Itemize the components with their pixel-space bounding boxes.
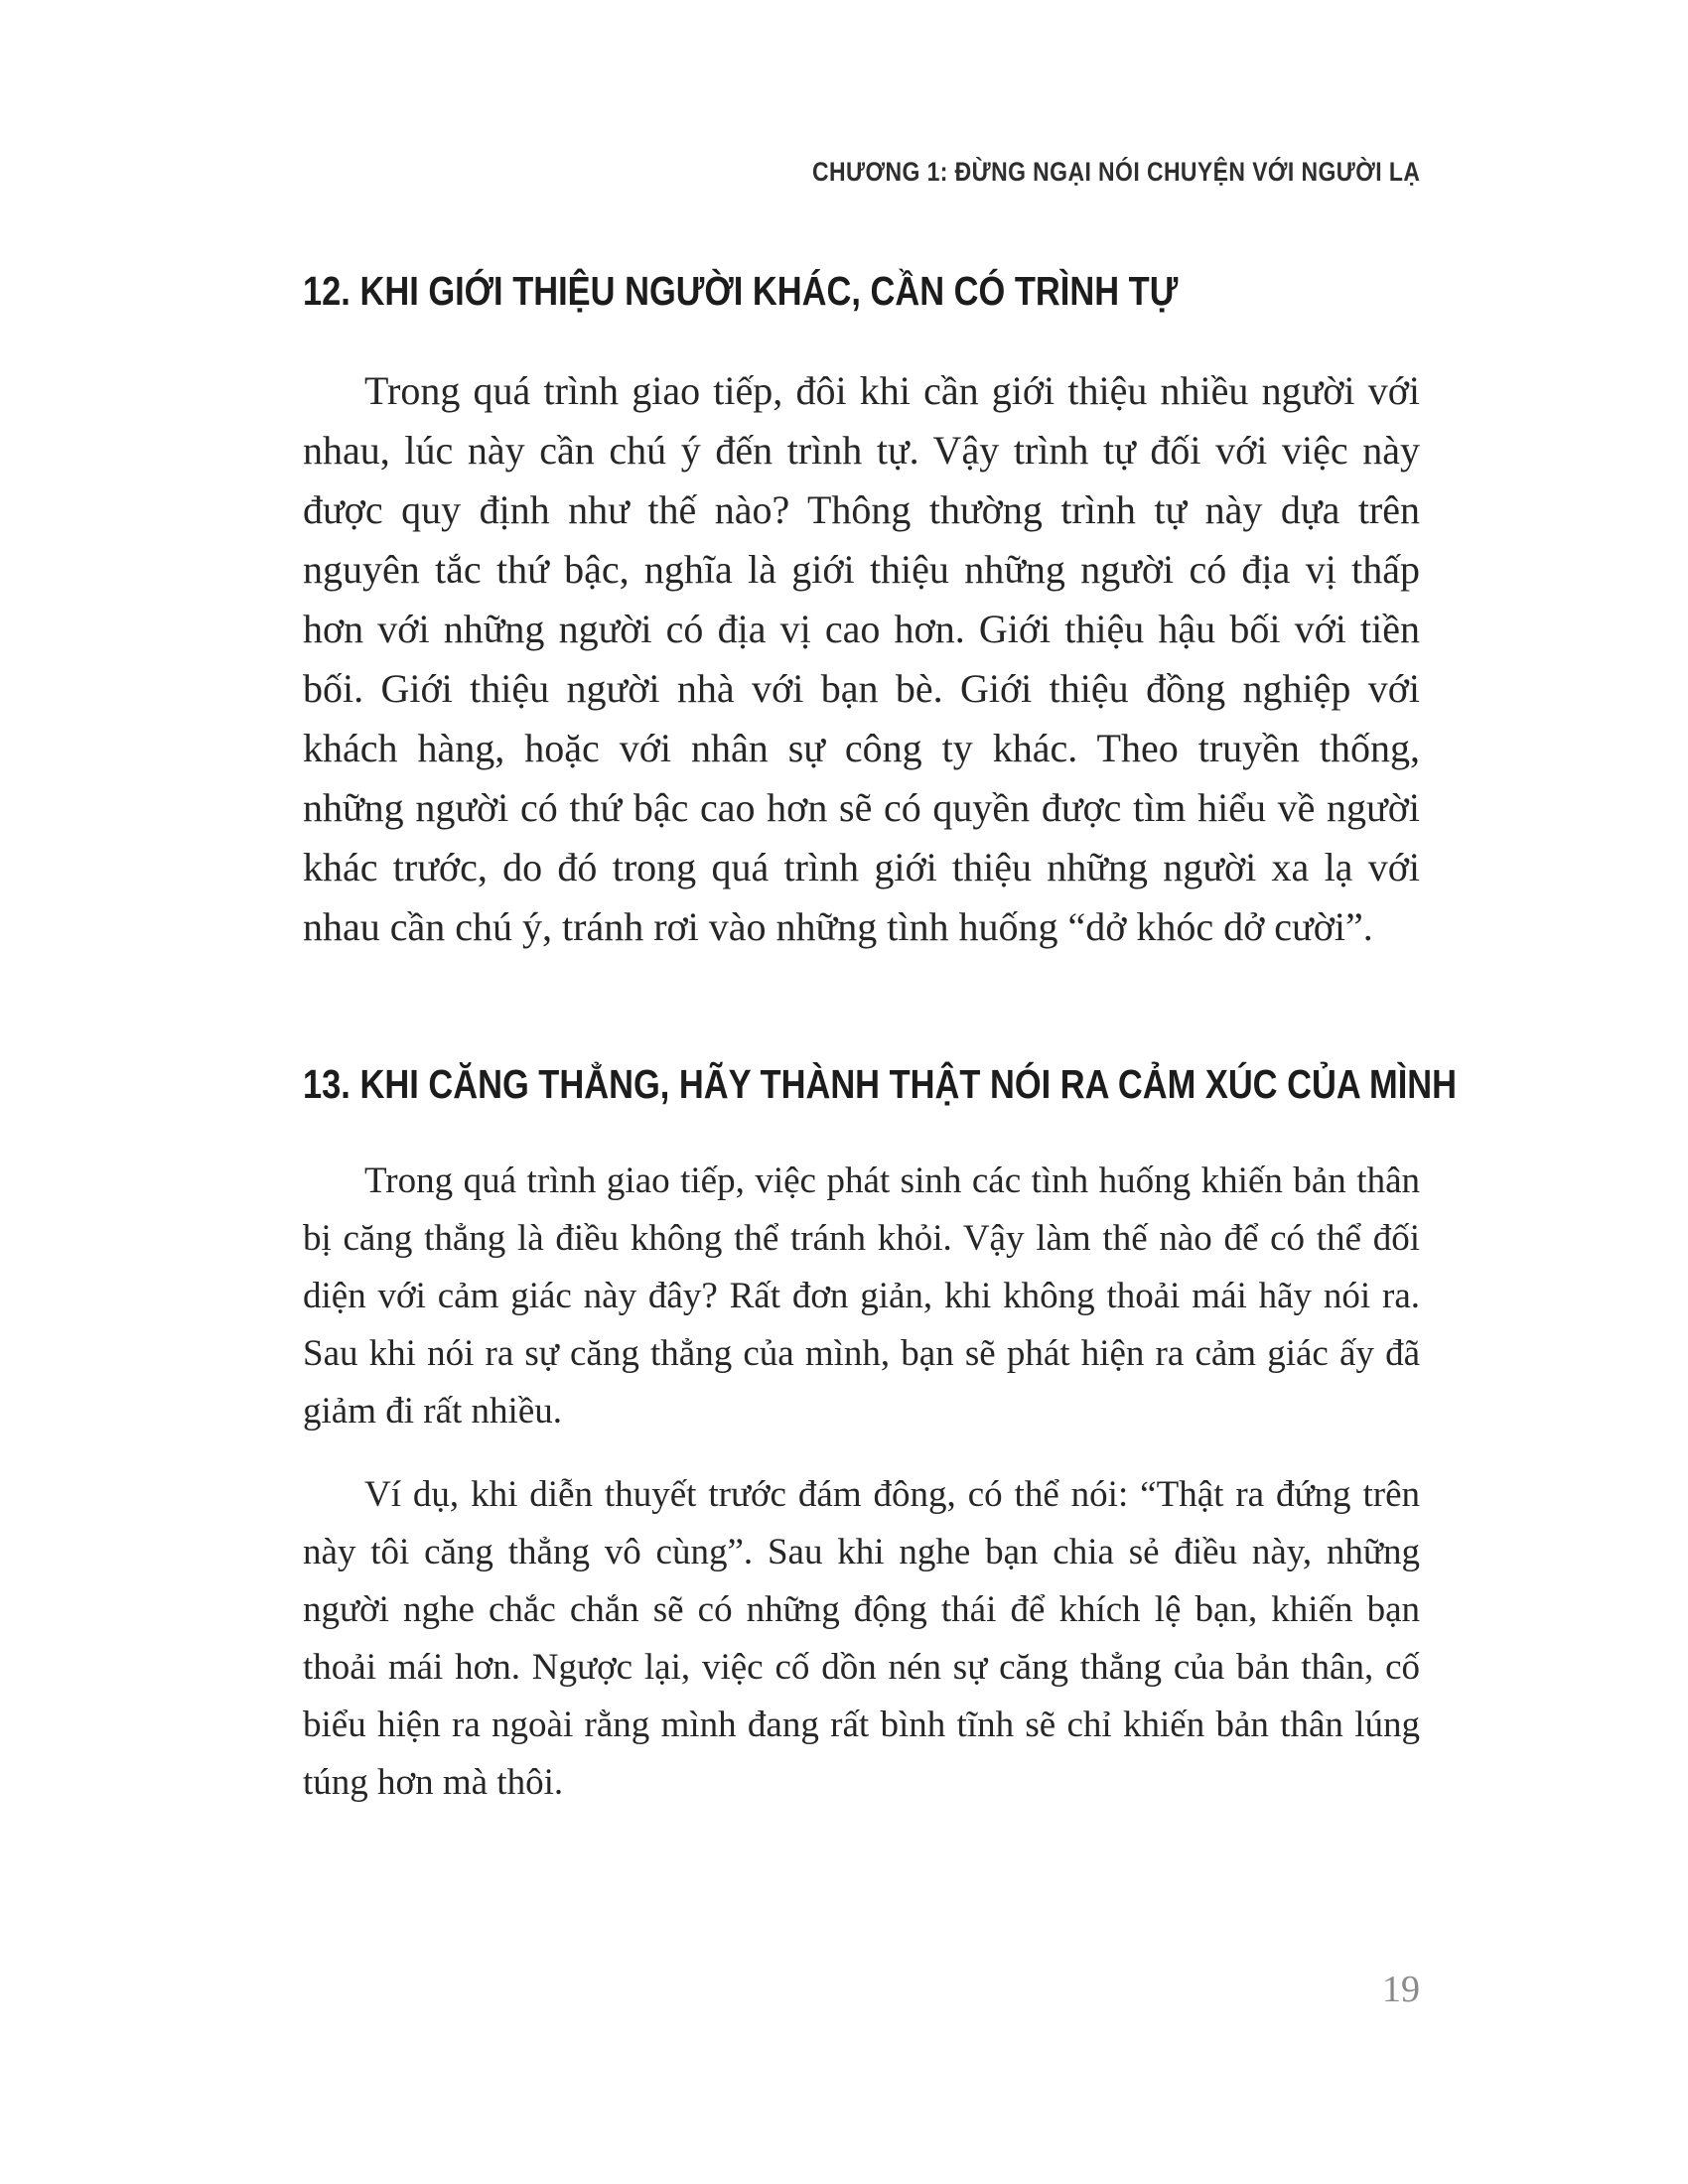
- paragraph: Trong quá trình giao tiếp, việc phát sinh các tình huống khiến bản thân bị căng thẳng là điều không thể tránh khỏi. Vậy làm thế nào để có thể đối diện với cảm giác này đây? Rất đơn giản, khi không thoải mái hãy nói ra. Sau khi nói ra sự căng thẳng của mình, bạn sẽ phát hiện ra cảm giác ấy đã giảm đi rất nhiều.: [303, 1160, 1420, 1433]
- page-content: [303, 0, 1458, 1812]
- section-heading-13-text: 13. KHI CĂNG THẲNG, HÃY THÀNH THẬT NÓI RA CẢM XÚC CỦA MÌNH: [303, 1061, 1458, 1108]
- chapter-title: CHƯƠNG 1: ĐỪNG NGẠI NÓI CHUYỆN VỚI NGƯỜI LẠ: [811, 157, 1420, 187]
- section-heading-12: [303, 267, 1420, 316]
- paragraph: Ví dụ, khi diễn thuyết trước đám đông, có thể nói: “Thật ra đứng trên này tôi căng thẳng vô cùng”. Sau khi nghe bạn chia sẻ điều này, những người nghe chắc chắn sẽ có những động thái để khích lệ bạn, khiến bạn thoải mái hơn. Ngược lại, việc cố dồn nén sự căng thẳng của bản thân, cố biểu hiện ra ngoài rằng mình đang rất bình tĩnh sẽ chỉ khiến bản thân lúng túng hơn mà thôi.: [303, 1474, 1420, 1804]
- running-header: [303, 0, 1420, 188]
- section-heading-13: [303, 1060, 1458, 1109]
- paragraph: Trong quá trình giao tiếp, đôi khi cần giới thiệu nhiều người với nhau, lúc này cần chú ý đến trình tự. Vậy trình tự đối với việc này được quy định như thế nào? Thông thường trình tự này dựa trên nguyên tắc thứ bậc, nghĩa là giới thiệu những người có địa vị thấp hơn với những người có địa vị cao hơn. Giới thiệu hậu bối với tiền bối. Giới thiệu người nhà với bạn bè. Giới thiệu đồng nghiệp với khách hàng, hoặc với nhân sự công ty khác. Theo truyền thống, những người có thứ bậc cao hơn sẽ có quyền được tìm hiểu về người khác trước, do đó trong quá trình giới thiệu những người xa lạ với nhau cần chú ý, tránh rơi vào những tình huống “dở khóc dở cười”.: [303, 368, 1420, 950]
- section-heading-12-text: 12. KHI GIỚI THIỆU NGƯỜI KHÁC, CẦN CÓ TRÌNH TỰ: [303, 268, 1179, 314]
- page-number: 19: [1382, 1969, 1420, 2010]
